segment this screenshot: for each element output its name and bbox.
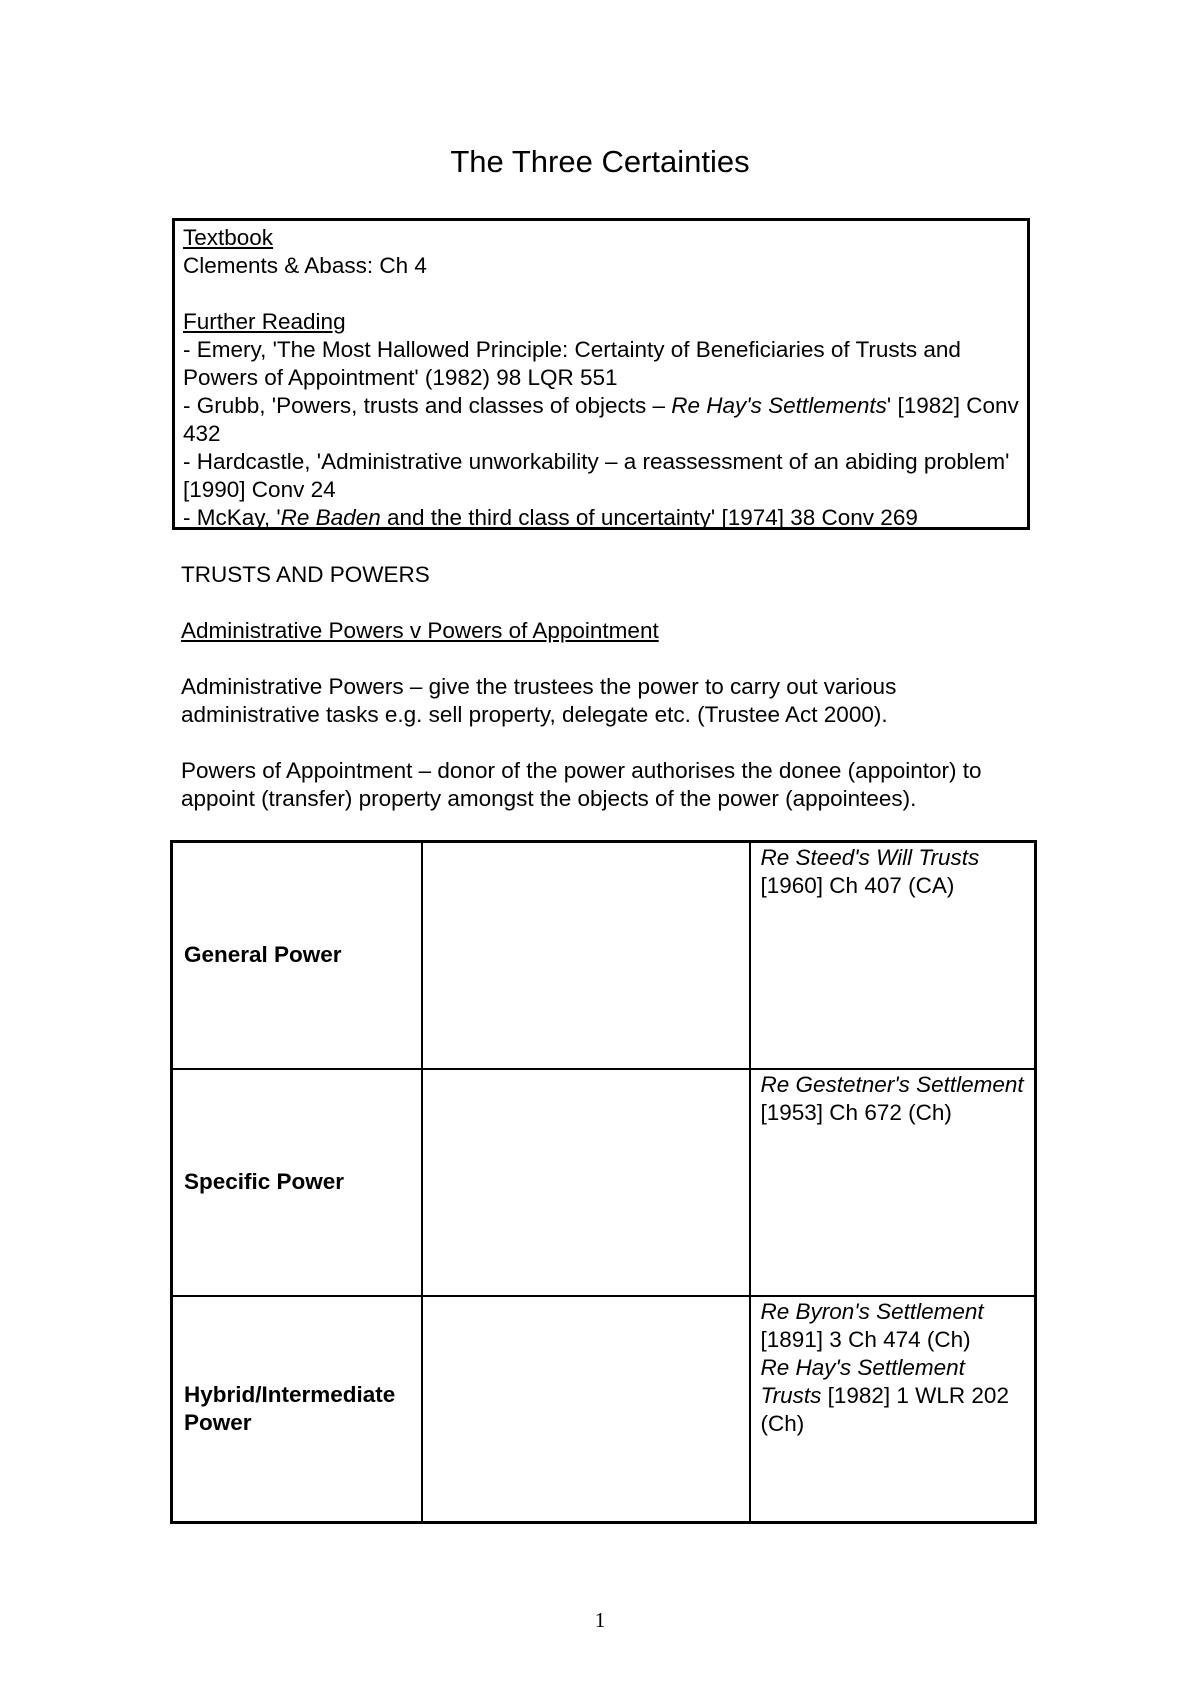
- case-cell: [750, 1069, 1036, 1296]
- textbook-heading: Textbook: [183, 225, 274, 250]
- power-name-cell: [172, 842, 422, 1069]
- table-row: [172, 1069, 1036, 1296]
- power-name-cell: [172, 1069, 422, 1296]
- power-name: Hybrid/Intermediate Power: [184, 1381, 396, 1435]
- power-name-cell: [172, 1296, 422, 1523]
- case-cell: [750, 842, 1036, 1069]
- document-title: The Three Certainties: [450, 144, 750, 179]
- section-heading: TRUSTS AND POWERS: [181, 562, 430, 587]
- paragraph-powers-of-appointment: Powers of Appointment – donor of the power authorises the donee (appointor) to appoint (transfer) property amongst the objects of the power (appointees).: [181, 758, 982, 811]
- page-number: 1: [594, 1608, 606, 1632]
- case-cell: [750, 1296, 1036, 1523]
- further-reading-heading: Further Reading: [183, 309, 346, 334]
- powers-table: [170, 840, 1037, 1524]
- reading-item: - McKay, 'Re Baden and the third class of uncertainty' [1974] 38 Conv 269: [183, 505, 918, 530]
- case-citation: Re Hay's Settlement Trusts [1982] 1 WLR 202 (Ch): [760, 1354, 1009, 1436]
- paragraph-administrative-powers: Administrative Powers – give the trustees the power to carry out various administrative tasks e.g. sell property, delegate etc. (Trustee Act 2000).: [181, 674, 897, 727]
- power-name: Specific Power: [184, 1169, 345, 1194]
- case-citation: Re Byron's Settlement [1891] 3 Ch 474 (Ch): [760, 1298, 984, 1352]
- blank-cell: [422, 842, 750, 1069]
- reading-list-box: [172, 218, 1030, 530]
- table-row: [172, 842, 1036, 1069]
- textbook-reference: Clements & Abass: Ch 4: [183, 253, 427, 278]
- blank-cell: [422, 1296, 750, 1523]
- reading-item: - Grubb, 'Powers, trusts and classes of objects – Re Hay's Settlements' [1982] Conv 432: [183, 393, 1019, 446]
- table-row: [172, 1296, 1036, 1523]
- power-name: General Power: [184, 942, 342, 968]
- case-citation: Re Gestetner's Settlement [1953] Ch 672 (Ch): [760, 1071, 1024, 1125]
- subheading: Administrative Powers v Powers of Appointment: [181, 618, 659, 643]
- reading-item: - Emery, 'The Most Hallowed Principle: Certainty of Beneficiaries of Trusts and Powers of Appointment' (1982) 98 LQR 551: [183, 337, 961, 390]
- case-citation: Re Steed's Will Trusts [1960] Ch 407 (CA): [760, 845, 980, 898]
- reading-item: - Hardcastle, 'Administrative unworkability – a reassessment of an abiding problem' [1990] Conv 24: [183, 449, 1010, 502]
- blank-cell: [422, 1069, 750, 1296]
